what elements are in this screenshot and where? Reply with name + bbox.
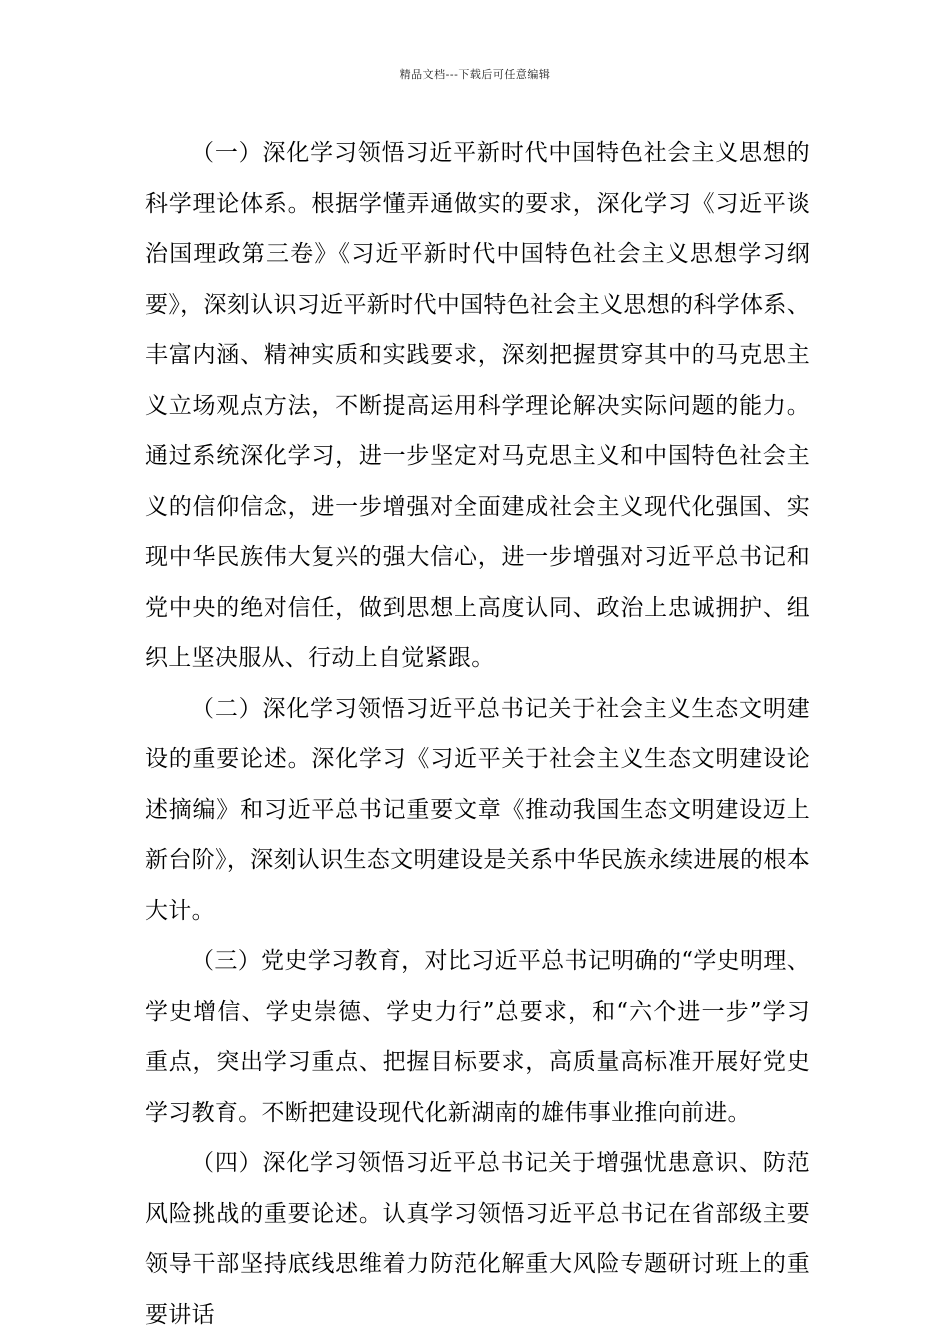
paragraph-3: （三）党史学习教育，对比习近平总书记明确的“学史明理、学史增信、学史崇德、学史力行”总要求，和“六个进一步”学习重点，突出学习重点、把握目标要求，高质量高标准开展好党史学习教育。不断把建设现代化新湖南的雄伟事业推向前进。 [145,948,810,1126]
document-body [145,128,810,1340]
paragraph-4: （四）深化学习领悟习近平总书记关于增强忧患意识、防范风险挑战的重要论述。认真学习领悟习近平总书记在省部级主要领导干部坚持底线思维着力防范化解重大风险专题研讨班上的重要讲话 [145,1150,810,1328]
paragraph-2: （二）深化学习领悟习近平总书记关于社会主义生态文明建设的重要论述。深化学习《习近平关于社会主义生态文明建设论述摘编》和习近平总书记重要文章《推动我国生态文明建设迈上新台阶》，深刻认识生态文明建设是关系中华民族永续进展的根本大计。 [145,695,810,924]
paragraph-1: （一）深化学习领悟习近平新时代中国特色社会主义思想的科学理论体系。根据学懂弄通做实的要求，深化学习《习近平谈治国理政第三卷》《习近平新时代中国特色社会主义思想学习纲要》，深刻认识习近平新时代中国特色社会主义思想的科学体系、丰富内涵、精神实质和实践要求，深刻把握贯穿其中的马克思主义立场观点方法，不断提高运用科学理论解决实际问题的能力。通过系统深化学习，进一步坚定对马克思主义和中国特色社会主义的信仰信念，进一步增强对全面建成社会主义现代化强国、实现中华民族伟大复兴的强大信心，进一步增强对习近平总书记和党中央的绝对信任，做到思想上高度认同、政治上忠诚拥护、组织上坚决服从、行动上自觉紧跟。 [145,140,810,671]
page-header: 精品文档---下载后可任意编辑 [399,68,551,81]
